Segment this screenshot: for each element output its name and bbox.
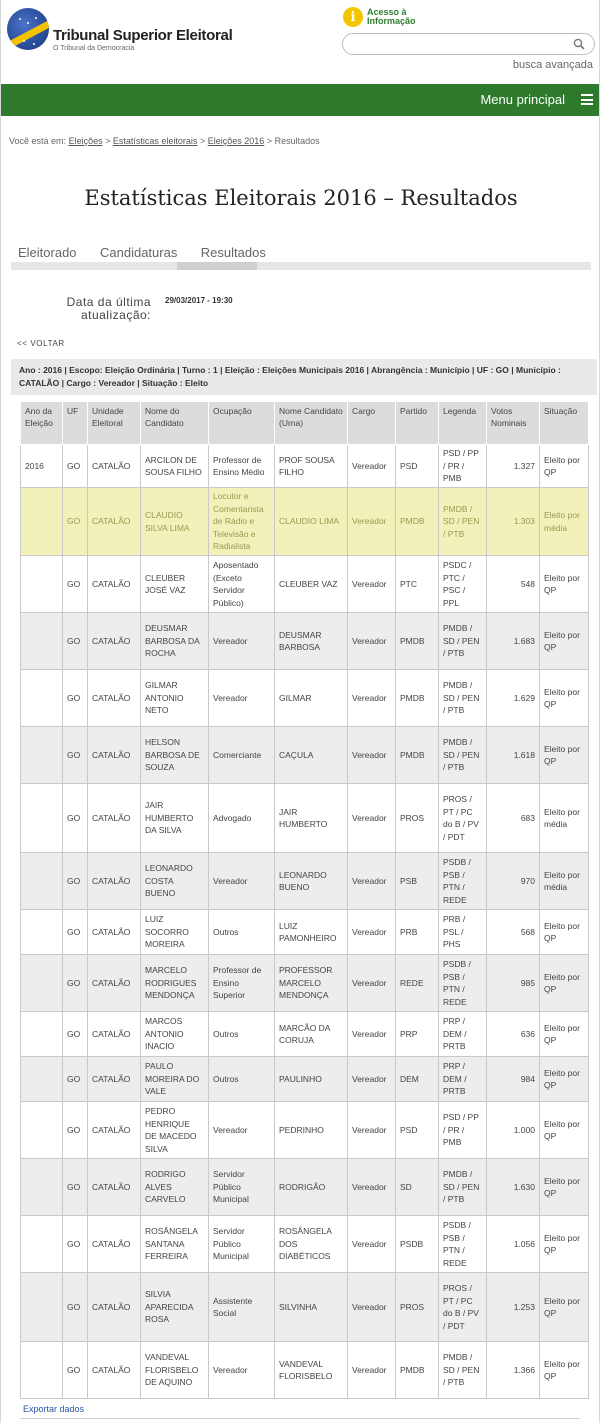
table-cell: PEDRINHO (275, 1102, 348, 1159)
exportar-dados-link[interactable]: Exportar dados (23, 1404, 85, 1414)
table-cell: DEM (396, 1057, 439, 1102)
update-label-line-1: Data da última (66, 295, 151, 309)
update-value: 29/03/2017 - 19:30 (165, 296, 233, 305)
table-cell: PMDB (396, 1342, 439, 1399)
table-cell: GO (63, 955, 88, 1012)
table-cell: MARCÃO DA CORUJA (275, 1012, 348, 1057)
table-cell: Vereador (209, 670, 275, 727)
breadcrumb-separator: > (199, 136, 206, 146)
table-cell: Eleito por QP (540, 1273, 589, 1342)
table-cell: PRP / DEM / PRTB (439, 1057, 487, 1102)
table-cell: PROFESSOR MARCELO MENDONÇA (275, 955, 348, 1012)
table-cell: PRB (396, 910, 439, 955)
table-cell: PSDB / PSB / PTN / REDE (439, 853, 487, 910)
table-cell: CATALÃO (88, 910, 141, 955)
breadcrumb-eleicoes-2016[interactable]: Eleições 2016 (207, 136, 265, 146)
menu-principal-button[interactable]: Menu principal (480, 92, 565, 107)
table-cell: CAÇULA (275, 727, 348, 784)
table-cell: HELSON BARBOSA DE SOUZA (141, 727, 209, 784)
table-cell: PSD / PP / PR / PMB (439, 445, 487, 488)
search-input[interactable] (353, 34, 573, 54)
table-cell: Locutor e Comentarista de Rádio e Televisão e Radialista (209, 488, 275, 556)
breadcrumb-prefix: Você está em: (9, 136, 67, 146)
table-cell: GO (63, 784, 88, 853)
table-cell: GO (63, 853, 88, 910)
table-cell: Eleito por QP (540, 670, 589, 727)
table-cell: LUIZ PAMONHEIRO (275, 910, 348, 955)
table-cell: SILVINHA (275, 1273, 348, 1342)
table-cell: Eleito por média (540, 488, 589, 556)
table-cell (21, 853, 63, 910)
table-cell: RODRIGO ALVES CARVELO (141, 1159, 209, 1216)
table-cell: Advogado (209, 784, 275, 853)
table-cell: Vereador (348, 1216, 396, 1273)
table-cell: CATALÃO (88, 1216, 141, 1273)
table-row[interactable] (21, 1216, 589, 1273)
table-cell: GO (63, 1273, 88, 1342)
breadcrumb-eleicoes[interactable]: Eleições (68, 136, 103, 146)
table-cell: CLEUBER VAZ (275, 556, 348, 613)
table-cell: CATALÃO (88, 1273, 141, 1342)
table-cell: Eleito por QP (540, 1342, 589, 1399)
table-cell: GILMAR (275, 670, 348, 727)
search-box (342, 33, 595, 55)
page-title: Estatísticas Eleitorais 2016 – Resultados (84, 186, 518, 210)
table-cell: PRB / PSL / PHS (439, 910, 487, 955)
table-cell: CATALÃO (88, 955, 141, 1012)
acesso-line-2: Informação (367, 16, 416, 26)
table-cell: Outros (209, 910, 275, 955)
hamburger-menu-icon[interactable] (581, 94, 593, 105)
table-row[interactable] (21, 445, 589, 488)
table-cell: 683 (487, 784, 540, 853)
table-cell: Vereador (348, 910, 396, 955)
table-cell: GO (63, 727, 88, 784)
table-cell: PSD (396, 1102, 439, 1159)
table-cell: LUIZ SOCORRO MOREIRA (141, 910, 209, 955)
table-cell: 1.056 (487, 1216, 540, 1273)
table-cell: Vereador (348, 784, 396, 853)
table-cell: PROS / PT / PC do B / PV / PDT (439, 784, 487, 853)
acesso-informacao-link[interactable] (343, 6, 416, 28)
column-header: Partido (396, 402, 439, 445)
table-row[interactable] (21, 1057, 589, 1102)
breadcrumb-estatisticas[interactable]: Estatísticas eleitorais (112, 136, 198, 146)
table-cell: CATALÃO (88, 1102, 141, 1159)
site-header (1, 0, 599, 84)
table-cell: PMDB / SD / PEN / PTB (439, 488, 487, 556)
table-cell: CATALÃO (88, 488, 141, 556)
divider (20, 1418, 580, 1419)
table-cell: CATALÃO (88, 613, 141, 670)
table-cell: Eleito por QP (540, 613, 589, 670)
table-cell: CATALÃO (88, 1012, 141, 1057)
table-cell (21, 1342, 63, 1399)
table-cell: Eleito por QP (540, 955, 589, 1012)
tab-eleitorado[interactable]: Eleitorado (18, 245, 77, 260)
table-cell: 1.630 (487, 1159, 540, 1216)
table-cell: SD (396, 1159, 439, 1216)
table-cell: Eleito por QP (540, 1216, 589, 1273)
table-cell: CATALÃO (88, 727, 141, 784)
table-cell: Eleito por QP (540, 1102, 589, 1159)
table-cell: Vereador (348, 1057, 396, 1102)
table-cell: 970 (487, 853, 540, 910)
table-cell (21, 727, 63, 784)
tse-logo-icon[interactable] (7, 8, 49, 50)
table-cell: CLAUDIO LIMA (275, 488, 348, 556)
table-cell: GO (63, 1102, 88, 1159)
table-header-row (21, 402, 589, 445)
table-cell: Vereador (348, 1273, 396, 1342)
table-cell: GO (63, 1342, 88, 1399)
table-cell: PMDB (396, 488, 439, 556)
table-cell: PSD / PP / PR / PMB (439, 1102, 487, 1159)
table-cell: 1.253 (487, 1273, 540, 1342)
busca-avancada-link[interactable]: busca avançada (512, 59, 593, 71)
table-row[interactable] (21, 784, 589, 853)
table-cell: Comerciante (209, 727, 275, 784)
column-header: Ano da Eleição (21, 402, 63, 445)
table-cell: Outros (209, 1057, 275, 1102)
table-cell: CATALÃO (88, 784, 141, 853)
table-cell: 2016 (21, 445, 63, 488)
table-cell: Eleito por QP (540, 556, 589, 613)
brand-title: Tribunal Superior Eleitoral (53, 27, 233, 44)
acesso-line-1: Acesso à (367, 7, 407, 17)
table-row[interactable] (21, 488, 589, 556)
table-cell: CATALÃO (88, 1057, 141, 1102)
table-cell: Eleito por média (540, 853, 589, 910)
brand[interactable] (53, 27, 232, 52)
update-label (51, 296, 151, 322)
main-menu-bar (1, 84, 599, 116)
table-cell: Vereador (348, 727, 396, 784)
table-cell (21, 613, 63, 670)
table-cell: Outros (209, 1012, 275, 1057)
table-row[interactable] (21, 1159, 589, 1216)
table-cell: GO (63, 1159, 88, 1216)
tab-resultados[interactable]: Resultados (200, 245, 266, 260)
table-cell: CATALÃO (88, 445, 141, 488)
table-cell: 1.629 (487, 670, 540, 727)
table-cell: CLEUBER JOSÉ VAZ (141, 556, 209, 613)
table-cell (21, 1216, 63, 1273)
table-cell: 568 (487, 910, 540, 955)
table-cell (21, 1012, 63, 1057)
table-cell: Vereador (348, 488, 396, 556)
table-cell: RODRIGÃO (275, 1159, 348, 1216)
table-cell (21, 784, 63, 853)
table-cell: PEDRO HENRIQUE DE MACEDO SILVA (141, 1102, 209, 1159)
table-cell: PSD (396, 445, 439, 488)
table-cell: PRP / DEM / PRTB (439, 1012, 487, 1057)
table-row[interactable] (21, 1342, 589, 1399)
table-cell: Eleito por QP (540, 727, 589, 784)
table-cell: Vereador (348, 556, 396, 613)
table-cell: ARCILON DE SOUSA FILHO (141, 445, 209, 488)
table-cell: JAIR HUMBERTO DA SILVA (141, 784, 209, 853)
column-header: Nome do Candidato (141, 402, 209, 445)
search-icon[interactable] (573, 38, 585, 50)
breadcrumb (9, 136, 320, 146)
tab-candidaturas[interactable]: Candidaturas (100, 245, 178, 260)
table-cell (21, 556, 63, 613)
filters-summary: Ano : 2016 | Escopo: Eleição Ordinária | Turno : 1 | Eleição : Eleições Municipais 2016 | Abrangência : Município | UF : GO | Município : CATALÃO | Cargo : Vereador | Situação : Eleito (11, 359, 597, 395)
table-cell (21, 488, 63, 556)
table-cell: Eleito por QP (540, 1159, 589, 1216)
table-cell: Professor de Ensino Superior (209, 955, 275, 1012)
table-cell: PAULINHO (275, 1057, 348, 1102)
table-cell: VANDEVAL FLORISBELO DE AQUINO (141, 1342, 209, 1399)
tabs (11, 244, 591, 270)
brand-subtitle: O Tribunal da Democracia (53, 45, 135, 52)
table-cell: Servidor Público Municipal (209, 1159, 275, 1216)
table-cell: LEONARDO BUENO (275, 853, 348, 910)
table-cell: GO (63, 1216, 88, 1273)
table-cell: PMDB (396, 670, 439, 727)
table-cell: Servidor Público Municipal (209, 1216, 275, 1273)
table-cell: 1.303 (487, 488, 540, 556)
table-cell: Eleito por QP (540, 1012, 589, 1057)
table-cell: Vereador (209, 1102, 275, 1159)
table-cell: PTC (396, 556, 439, 613)
table-row[interactable] (21, 1102, 589, 1159)
table-cell: Vereador (348, 1012, 396, 1057)
table-cell: VANDEVAL FLORISBELO (275, 1342, 348, 1399)
breadcrumb-current: Resultados (274, 136, 320, 146)
table-cell: PMDB / SD / PEN / PTB (439, 670, 487, 727)
table-cell: GO (63, 1012, 88, 1057)
table-cell: 636 (487, 1012, 540, 1057)
table-cell (21, 1057, 63, 1102)
table-cell: PMDB / SD / PEN / PTB (439, 613, 487, 670)
voltar-link[interactable]: << VOLTAR (17, 339, 65, 348)
table-cell: 1.327 (487, 445, 540, 488)
table-row[interactable] (21, 1273, 589, 1342)
table-cell: MARCELO RODRIGUES MENDONÇA (141, 955, 209, 1012)
table-cell: GILMAR ANTONIO NETO (141, 670, 209, 727)
table-cell: PMDB (396, 727, 439, 784)
table-cell: 1.683 (487, 613, 540, 670)
tab-indicator-track (11, 262, 591, 270)
column-header: Ocupação (209, 402, 275, 445)
table-cell: 985 (487, 955, 540, 1012)
table-cell: Eleito por QP (540, 910, 589, 955)
table-cell (21, 1273, 63, 1342)
table-cell: PMDB / SD / PEN / PTB (439, 1159, 487, 1216)
update-label-line-2: atualização: (80, 308, 151, 322)
table-cell: PSB (396, 853, 439, 910)
table-cell: GO (63, 445, 88, 488)
table-cell (21, 1102, 63, 1159)
table-cell: Professor de Ensino Médio (209, 445, 275, 488)
table-cell: PSDB / PSB / PTN / REDE (439, 1216, 487, 1273)
table-cell: CATALÃO (88, 556, 141, 613)
table-cell: GO (63, 556, 88, 613)
table-cell: Vereador (348, 955, 396, 1012)
table-cell: PAULO MOREIRA DO VALE (141, 1057, 209, 1102)
breadcrumb-separator: > (105, 136, 111, 146)
table-cell: GO (63, 613, 88, 670)
table-cell (21, 1159, 63, 1216)
table-cell: CLAUDIO SILVA LIMA (141, 488, 209, 556)
table-row[interactable] (21, 853, 589, 910)
table-cell: ROSÂNGELA DOS DIABÉTICOS (275, 1216, 348, 1273)
table-cell: 1.618 (487, 727, 540, 784)
table-cell: Vereador (348, 1159, 396, 1216)
table-cell: Vereador (348, 853, 396, 910)
table-cell: GO (63, 1057, 88, 1102)
table-cell (21, 910, 63, 955)
column-header: UF (63, 402, 88, 445)
table-cell: CATALÃO (88, 1159, 141, 1216)
column-header: Cargo (348, 402, 396, 445)
table-cell: PSDC / PTC / PSC / PPL (439, 556, 487, 613)
table-cell: Vereador (348, 613, 396, 670)
table-cell: CATALÃO (88, 853, 141, 910)
table-cell: Vereador (209, 1342, 275, 1399)
table-cell: Eleito por QP (540, 1057, 589, 1102)
table-cell (21, 670, 63, 727)
table-cell: Assistente Social (209, 1273, 275, 1342)
table-cell: PROF SOUSA FILHO (275, 445, 348, 488)
table-cell: PMDB (396, 613, 439, 670)
table-cell: PROS (396, 784, 439, 853)
table-cell: REDE (396, 955, 439, 1012)
tab-active-indicator (177, 262, 257, 270)
table-row[interactable] (21, 955, 589, 1012)
column-header: Unidade Eleitoral (88, 402, 141, 445)
info-icon: i (343, 7, 363, 27)
column-header: Situação (540, 402, 589, 445)
table-cell: 984 (487, 1057, 540, 1102)
table-cell: Vereador (209, 853, 275, 910)
table-cell: CATALÃO (88, 670, 141, 727)
table-cell: Vereador (348, 445, 396, 488)
table-cell: PSDB (396, 1216, 439, 1273)
table-cell: PMDB / SD / PEN / PTB (439, 1342, 487, 1399)
table-cell: JAIR HUMBERTO (275, 784, 348, 853)
table-cell: PROS / PT / PC do B / PV / PDT (439, 1273, 487, 1342)
table-cell: GO (63, 670, 88, 727)
table-cell: Vereador (348, 1102, 396, 1159)
table-row[interactable] (21, 670, 589, 727)
table-cell: Eleito por QP (540, 445, 589, 488)
table-cell: GO (63, 488, 88, 556)
column-header: Nome Candidato (Urna) (275, 402, 348, 445)
results-table (20, 401, 589, 1399)
table-cell: 548 (487, 556, 540, 613)
table-cell (21, 955, 63, 1012)
table-cell: Vereador (348, 670, 396, 727)
table-row[interactable] (21, 613, 589, 670)
breadcrumb-separator: > (266, 136, 273, 146)
table-cell: Aposentado (Exceto Servidor Público) (209, 556, 275, 613)
column-header: Legenda (439, 402, 487, 445)
table-row[interactable] (21, 910, 589, 955)
table-cell: Eleito por média (540, 784, 589, 853)
table-cell: PRP (396, 1012, 439, 1057)
table-cell: SILVIA APARECIDA ROSA (141, 1273, 209, 1342)
table-cell: PMDB / SD / PEN / PTB (439, 727, 487, 784)
table-cell: MARCOS ANTONIO INACIO (141, 1012, 209, 1057)
table-cell: PROS (396, 1273, 439, 1342)
table-cell: GO (63, 910, 88, 955)
table-row[interactable] (21, 556, 589, 613)
table-cell: CATALÃO (88, 1342, 141, 1399)
table-row[interactable] (21, 727, 589, 784)
table-cell: Vereador (348, 1342, 396, 1399)
table-cell: Vereador (209, 613, 275, 670)
table-cell: ROSÂNGELA SANTANA FERREIRA (141, 1216, 209, 1273)
table-cell: PSDB / PSB / PTN / REDE (439, 955, 487, 1012)
table-cell: 1.366 (487, 1342, 540, 1399)
table-row[interactable] (21, 1012, 589, 1057)
table-cell: DEUSMAR BARBOSA DA ROCHA (141, 613, 209, 670)
table-cell: DEUSMAR BARBOSA (275, 613, 348, 670)
table-cell: LEONARDO COSTA BUENO (141, 853, 209, 910)
column-header: Votos Nominais (487, 402, 540, 445)
table-cell: 1.000 (487, 1102, 540, 1159)
